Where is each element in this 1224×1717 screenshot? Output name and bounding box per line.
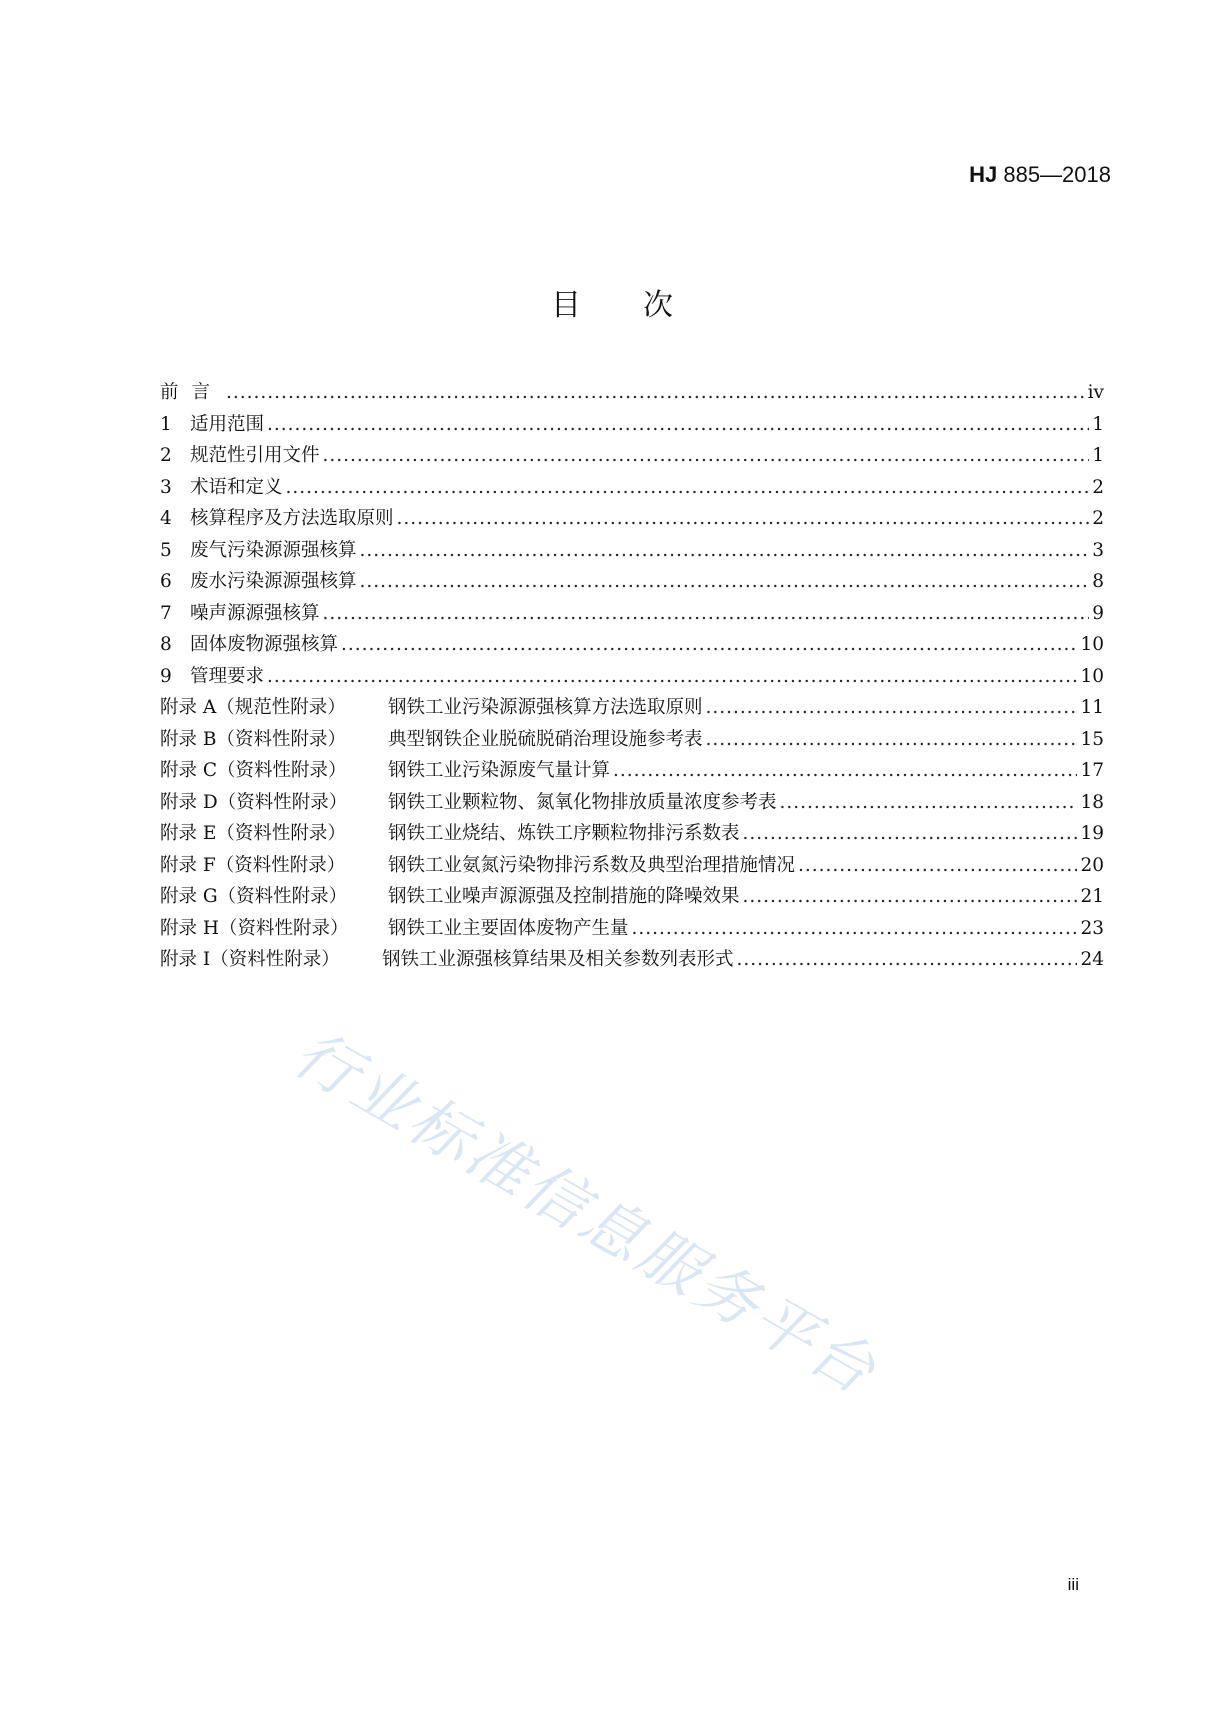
toc-entry-number: 5 xyxy=(160,539,172,561)
toc-entry-label: 规范性引用文件 xyxy=(190,445,320,466)
toc-appendix-label: 钢铁工业污染源源强核算方法选取原则 xyxy=(388,697,703,718)
toc-title: 目次 xyxy=(551,288,735,323)
toc-entry-number: 1 xyxy=(160,413,172,435)
toc-entry-page: 24 xyxy=(1080,949,1104,970)
toc-entry-page: 1 xyxy=(1092,445,1104,466)
toc-appendix-id: 附录 A（规范性附录） xyxy=(160,697,346,718)
toc-entry-number: 7 xyxy=(160,602,172,624)
toc-leader-dots xyxy=(780,787,1078,819)
toc-entry[interactable] xyxy=(160,472,1104,504)
toc-entry-page: 1 xyxy=(1092,413,1104,435)
toc-entry-label: 废水污染源源强核算 xyxy=(190,571,357,592)
toc-leader-dots xyxy=(613,755,1077,787)
toc-appendix-label: 典型钢铁企业脱硫脱硝治理设施参考表 xyxy=(388,728,703,750)
toc-appendix-label: 钢铁工业噪声源源强及控制措施的降噪效果 xyxy=(388,886,740,907)
toc-entry-number: 2 xyxy=(160,445,172,466)
toc-entry-page: 2 xyxy=(1092,508,1104,529)
toc-entry-page: 15 xyxy=(1080,728,1104,750)
toc-entry-number: 8 xyxy=(160,634,172,655)
toc-appendix-id: 附录 G（资料性附录） xyxy=(160,886,348,907)
toc-leader-dots xyxy=(632,913,1078,945)
toc-appendix-label: 钢铁工业烧结、炼铁工序颗粒物排污系数表 xyxy=(388,823,740,844)
toc-entry-label: 术语和定义 xyxy=(190,476,283,498)
toc-appendix-entry[interactable] xyxy=(160,818,1104,850)
toc-appendix-id: 附录 D（资料性附录） xyxy=(160,791,348,813)
toc-appendix-id: 附录 B（资料性附录） xyxy=(160,728,346,750)
toc-entry-label: 噪声源源强核算 xyxy=(190,602,320,624)
toc-leader-dots xyxy=(323,598,1090,630)
toc-appendix-id: 附录 I（资料性附录） xyxy=(160,949,340,970)
toc-appendix-id: 附录 H（资料性附录） xyxy=(160,917,349,939)
toc-leader-dots xyxy=(267,661,1077,693)
toc-appendix-label: 钢铁工业污染源废气量计算 xyxy=(388,760,611,781)
toc-entry-number: 3 xyxy=(160,476,172,498)
toc-entry-page: 17 xyxy=(1080,760,1104,781)
toc-leader-dots xyxy=(286,472,1090,504)
toc-entry[interactable] xyxy=(160,629,1104,661)
toc-entry-number: 9 xyxy=(160,665,172,687)
toc-entry[interactable] xyxy=(160,440,1104,472)
standard-number xyxy=(969,162,1111,188)
toc-entry-foreword[interactable] xyxy=(160,377,1104,409)
toc-entry-page: 21 xyxy=(1080,886,1104,907)
toc-entry[interactable] xyxy=(160,598,1104,630)
toc-entry[interactable] xyxy=(160,535,1104,567)
table-of-contents xyxy=(160,377,1104,976)
toc-entry-page: 10 xyxy=(1080,634,1104,655)
toc-appendix-entry[interactable] xyxy=(160,692,1104,724)
toc-leader-dots xyxy=(743,818,1078,850)
toc-appendix-id: 附录 F（资料性附录） xyxy=(160,854,346,876)
toc-leader-dots xyxy=(737,944,1078,976)
toc-entry-label: 管理要求 xyxy=(190,665,265,687)
toc-entry-page: 10 xyxy=(1080,665,1104,687)
toc-entry-page: 3 xyxy=(1092,539,1104,561)
toc-leader-dots xyxy=(397,503,1090,535)
toc-leader-dots xyxy=(341,629,1077,661)
toc-entry-page: 23 xyxy=(1080,917,1104,939)
toc-entry-label: 前言 xyxy=(160,382,224,403)
toc-entry-number: 6 xyxy=(160,571,172,592)
toc-appendix-entry[interactable] xyxy=(160,724,1104,756)
toc-appendix-entry[interactable] xyxy=(160,913,1104,945)
toc-entry[interactable] xyxy=(160,409,1104,441)
toc-entry-label: 废气污染源源强核算 xyxy=(190,539,357,561)
toc-leader-dots xyxy=(226,377,1085,409)
toc-entry-page: 9 xyxy=(1092,602,1104,624)
toc-appendix-entry[interactable] xyxy=(160,881,1104,913)
toc-appendix-id: 附录 C（资料性附录） xyxy=(160,760,347,781)
toc-entry-number: 4 xyxy=(160,508,172,529)
toc-entry-label: 核算程序及方法选取原则 xyxy=(190,508,394,529)
toc-entry[interactable] xyxy=(160,503,1104,535)
toc-leader-dots xyxy=(706,724,1078,756)
toc-leader-dots xyxy=(360,535,1090,567)
toc-appendix-entry[interactable] xyxy=(160,787,1104,819)
toc-appendix-id: 附录 E（资料性附录） xyxy=(160,823,346,844)
toc-entry-label: 适用范围 xyxy=(190,413,265,435)
toc-appendix-entry[interactable] xyxy=(160,944,1104,976)
toc-appendix-label: 钢铁工业颗粒物、氮氧化物排放质量浓度参考表 xyxy=(388,791,777,813)
toc-entry-page: 2 xyxy=(1092,476,1104,498)
toc-entry-page: 11 xyxy=(1080,697,1104,718)
toc-leader-dots xyxy=(743,881,1078,913)
standard-prefix: HJ xyxy=(969,162,998,187)
toc-entry-page: 19 xyxy=(1080,823,1104,844)
toc-appendix-label: 钢铁工业主要固体废物产生量 xyxy=(388,917,629,939)
toc-entry[interactable] xyxy=(160,661,1104,693)
toc-appendix-entry[interactable] xyxy=(160,755,1104,787)
toc-leader-dots xyxy=(706,692,1078,724)
toc-appendix-entry[interactable] xyxy=(160,850,1104,882)
page-number: iii xyxy=(1067,1575,1079,1594)
standard-code: 885—2018 xyxy=(997,162,1111,187)
toc-entry-page: 20 xyxy=(1080,854,1104,876)
toc-entry-page: iv xyxy=(1087,382,1104,403)
toc-leader-dots xyxy=(267,409,1089,441)
toc-entry-page: 8 xyxy=(1092,571,1104,592)
toc-leader-dots xyxy=(798,850,1077,882)
toc-leader-dots xyxy=(323,440,1090,472)
toc-entry-page: 18 xyxy=(1080,791,1104,813)
toc-appendix-label: 钢铁工业源强核算结果及相关参数列表形式 xyxy=(382,949,734,970)
watermark: 行业标准信息服务平台 xyxy=(282,1016,891,1410)
toc-leader-dots xyxy=(360,566,1090,598)
toc-entry[interactable] xyxy=(160,566,1104,598)
toc-appendix-label: 钢铁工业氨氮污染物排污系数及典型治理措施情况 xyxy=(388,854,796,876)
toc-entry-label: 固体废物源强核算 xyxy=(190,634,339,655)
